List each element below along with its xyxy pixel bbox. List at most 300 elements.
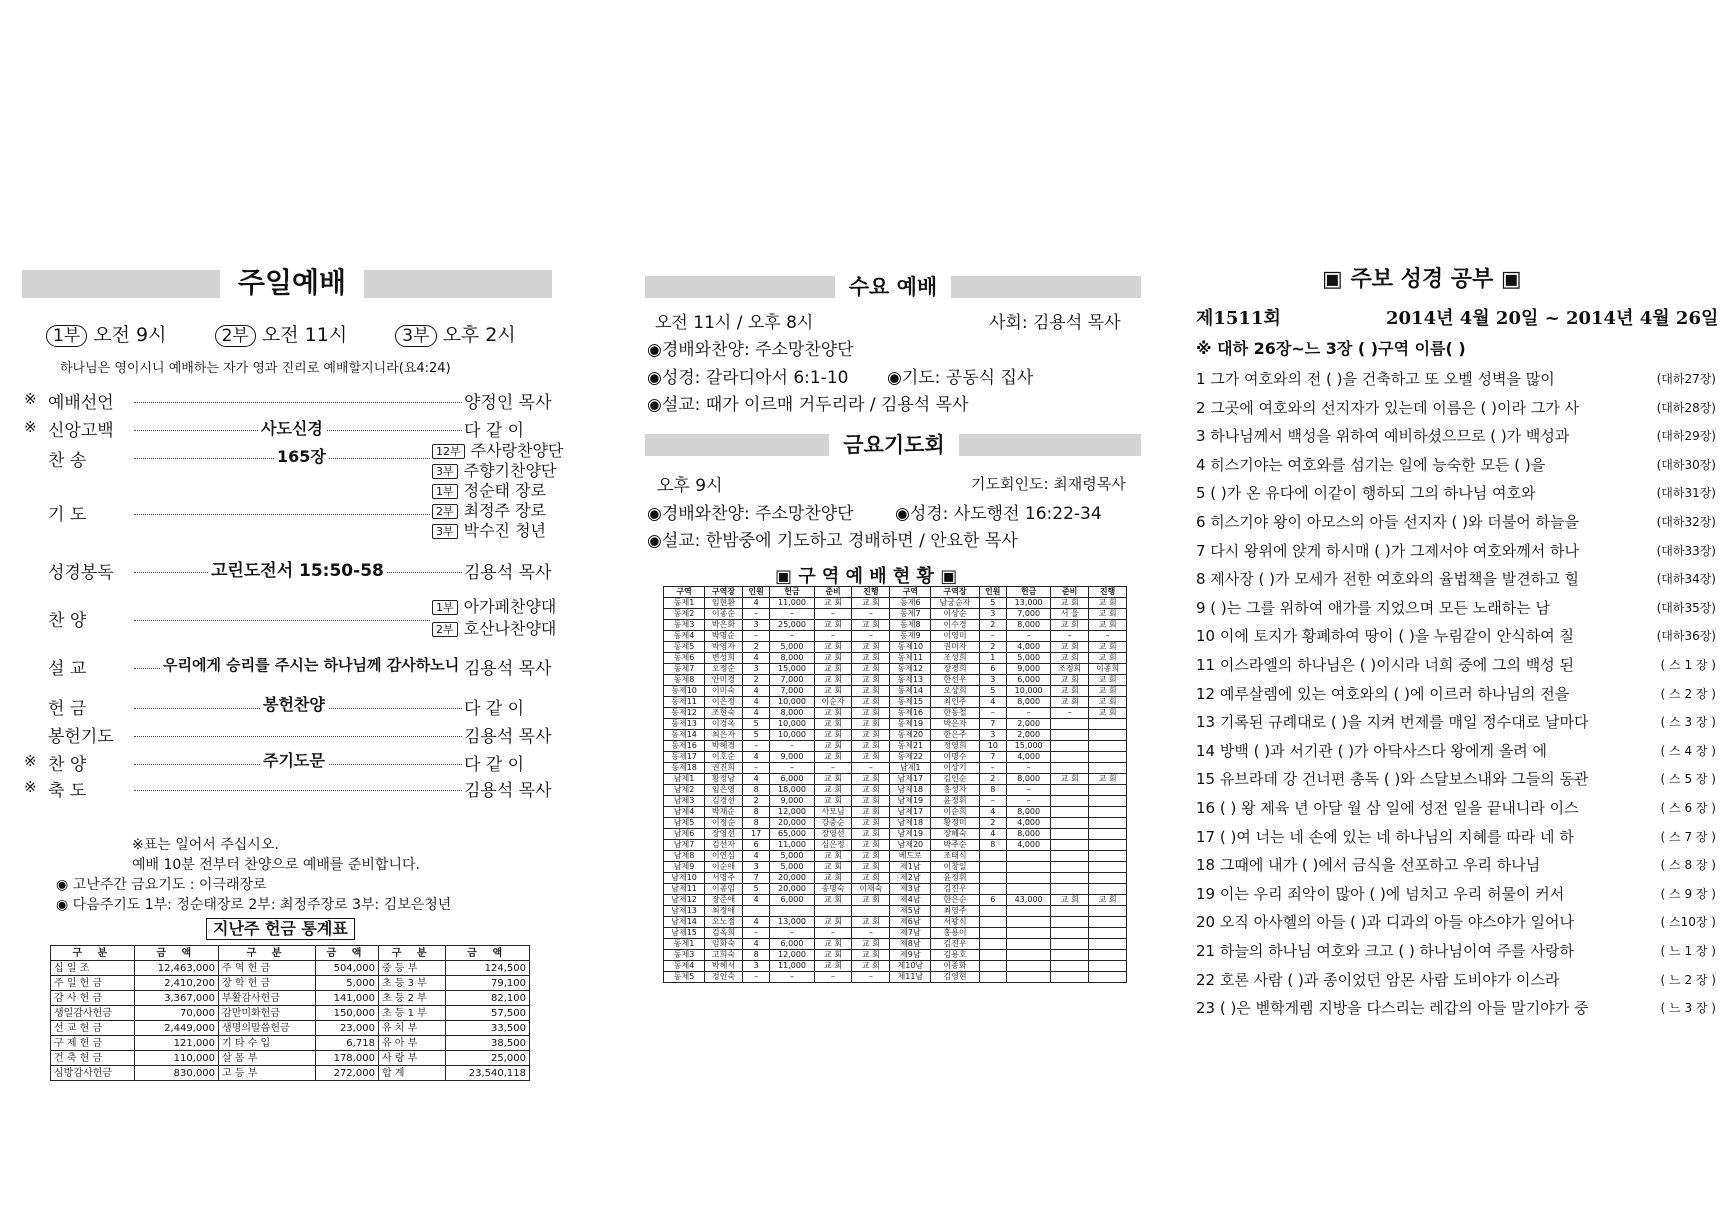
- district-cell: 8,000: [1007, 697, 1051, 708]
- question-reference: ( 스 2 장 ): [1660, 686, 1716, 701]
- district-cell: [1051, 796, 1089, 807]
- study-question: [1196, 597, 1716, 618]
- district-cell: 4: [742, 939, 769, 950]
- offering-category: 감만미화헌금: [219, 1006, 316, 1021]
- district-cell: 7,000: [770, 686, 814, 697]
- district-cell: 제8남: [890, 939, 931, 950]
- district-cell: [852, 906, 890, 917]
- offering-header: 금 액: [316, 946, 379, 961]
- district-row: [664, 609, 1127, 620]
- district-row: [664, 873, 1127, 884]
- district-cell: 8: [742, 950, 769, 961]
- district-cell: 교 회: [852, 851, 890, 862]
- district-cell: 장경희: [931, 664, 979, 675]
- leader-name: 최정주 장로: [463, 501, 546, 520]
- district-cell: 8,000: [1007, 620, 1051, 631]
- district-cell: 3: [742, 961, 769, 972]
- district-cell: 베드로: [890, 851, 931, 862]
- district-cell: 김진우: [931, 884, 979, 895]
- district-cell: 8,000: [770, 653, 814, 664]
- district-cell: 남제20: [890, 840, 931, 851]
- district-cell: 박혜서: [705, 961, 743, 972]
- friday-line: ◉경배와찬양: 주소망찬양단: [647, 504, 854, 524]
- district-cell: 10,000: [770, 730, 814, 741]
- district-cell: –: [814, 928, 852, 939]
- question-reference: (대하29장): [1656, 429, 1716, 444]
- district-cell: 교 회: [852, 686, 890, 697]
- district-cell: 임현환: [705, 598, 743, 609]
- district-cell: 6,000: [770, 774, 814, 785]
- district-cell: 오정순: [705, 664, 743, 675]
- district-cell: 6: [979, 895, 1006, 906]
- district-cell: [1051, 906, 1089, 917]
- district-cell: 동제10: [890, 642, 931, 653]
- district-row: [664, 620, 1127, 631]
- district-header: 헌금: [770, 587, 814, 598]
- study-question: [1196, 911, 1716, 932]
- district-cell: 4,000: [1007, 818, 1051, 829]
- district-row: [664, 697, 1127, 708]
- district-cell: 이종임: [705, 884, 743, 895]
- district-row: [664, 950, 1127, 961]
- district-cell: 5,000: [770, 862, 814, 873]
- offering-category: 건 축 헌 금: [51, 1051, 135, 1066]
- district-cell: 20,000: [770, 818, 814, 829]
- district-cell: [1089, 906, 1127, 917]
- district-cell: [1051, 840, 1089, 851]
- district-cell: [1089, 851, 1127, 862]
- offering-header: 구 분: [51, 946, 135, 961]
- district-cell: [1051, 873, 1089, 884]
- district-cell: 7,000: [1007, 609, 1051, 620]
- district-cell: 김용호: [931, 950, 979, 961]
- order-dots: [134, 402, 462, 403]
- district-cell: 교 회: [852, 796, 890, 807]
- offering-category: 장 학 헌 금: [219, 976, 316, 991]
- district-row: [664, 675, 1127, 686]
- district-cell: 권진희: [705, 763, 743, 774]
- district-row: [664, 917, 1127, 928]
- order-right: 김용석 목사: [464, 781, 552, 801]
- district-cell: 5: [979, 686, 1006, 697]
- district-cell: [1089, 741, 1127, 752]
- district-cell: 교 회: [1089, 609, 1127, 620]
- study-question: [1196, 482, 1716, 503]
- district-cell: 교 회: [814, 730, 852, 741]
- district-cell: 동제1: [664, 939, 705, 950]
- service-time-3: 오후 2시: [442, 324, 516, 346]
- note-next-prayer: ◉ 다음주기도 1부: 정순태장로 2부: 최정주장로 3부: 김보은청년: [56, 897, 452, 913]
- offering-category: 유 아 부: [378, 1036, 445, 1051]
- district-cell: 임은영: [705, 785, 743, 796]
- offering-category: 기 타 수 입: [219, 1036, 316, 1051]
- district-cell: 교 회: [852, 818, 890, 829]
- district-cell: 교 회: [814, 708, 852, 719]
- district-cell: 제7남: [890, 928, 931, 939]
- district-row: [664, 598, 1127, 609]
- district-cell: 13,000: [1007, 598, 1051, 609]
- district-cell: [1051, 961, 1089, 972]
- district-cell: 박주순: [931, 840, 979, 851]
- district-row: [664, 862, 1127, 873]
- district-cell: 4: [742, 697, 769, 708]
- scripture-verse: 하나님은 영이시니 예배하는 자가 영과 진리로 예배할지니라(요4:24): [60, 361, 451, 376]
- offering-category: 사 랑 부: [378, 1051, 445, 1066]
- order-mark: ※: [24, 778, 37, 796]
- district-cell: 2,000: [1007, 719, 1051, 730]
- friday-header-bar: [645, 434, 1141, 456]
- offering-amount: 23,000: [316, 1021, 379, 1036]
- district-cell: [1089, 730, 1127, 741]
- district-cell: 임화숙: [705, 939, 743, 950]
- district-cell: 15,000: [1007, 741, 1051, 752]
- order-item: 축 도: [48, 781, 87, 801]
- district-cell: [979, 917, 1006, 928]
- district-cell: 동제2: [664, 609, 705, 620]
- district-cell: 심은정: [814, 840, 852, 851]
- weekday-section: [645, 268, 1145, 1088]
- district-cell: 김옥희: [705, 928, 743, 939]
- district-cell: 교 회: [814, 664, 852, 675]
- district-cell: –: [1007, 785, 1051, 796]
- district-cell: 교 회: [1089, 653, 1127, 664]
- district-cell: [1007, 961, 1051, 972]
- leader-name: 주사랑찬양단: [470, 441, 564, 460]
- order-item: 찬 양: [48, 611, 87, 631]
- district-cell: 동제13: [890, 675, 931, 686]
- district-header-row: [664, 587, 1127, 598]
- district-cell: [1007, 928, 1051, 939]
- district-cell: –: [770, 741, 814, 752]
- district-cell: 이상순: [931, 609, 979, 620]
- district-cell: 12,000: [770, 807, 814, 818]
- district-cell: 이순애: [705, 862, 743, 873]
- district-header: 헌금: [1007, 587, 1051, 598]
- district-cell: 동제8: [890, 620, 931, 631]
- district-cell: [1051, 730, 1089, 741]
- question-reference: ( 스 4 장 ): [1660, 743, 1716, 758]
- district-cell: –: [1007, 708, 1051, 719]
- order-center: 고린도전서 15:50-58: [208, 556, 387, 581]
- order-item: 찬 송: [48, 451, 87, 471]
- district-cell: [1089, 884, 1127, 895]
- district-cell: 남제6: [664, 829, 705, 840]
- friday-time: 오후 9시: [657, 476, 723, 496]
- district-cell: –: [770, 972, 814, 983]
- offering-category: 초 등 1 부: [378, 1006, 445, 1021]
- order-right: 김용석 목사: [464, 727, 552, 747]
- district-cell: 남제1: [890, 763, 931, 774]
- district-cell: 이경옥: [705, 719, 743, 730]
- district-cell: 교 회: [852, 675, 890, 686]
- district-cell: 남제5: [664, 818, 705, 829]
- study-question: [1196, 797, 1716, 818]
- question-text: 7 다시 왕위에 앉게 하시매 ( )가 그제서야 여호와께서 하나: [1196, 541, 1579, 560]
- district-cell: 교 회: [814, 653, 852, 664]
- district-cell: 교 회: [852, 653, 890, 664]
- question-text: 20 오직 아사헬의 아들 ( )과 디과의 아들 야스야가 일어나: [1196, 913, 1574, 932]
- district-cell: –: [742, 741, 769, 752]
- offering-row: [51, 1006, 530, 1021]
- service-time-1: 오전 9시: [93, 324, 167, 346]
- sermon-title: 우리에게 승리를 주시는 하나님께 감사하노니: [160, 654, 462, 675]
- district-cell: 김인순: [931, 774, 979, 785]
- district-cell: [742, 906, 769, 917]
- district-row: [664, 708, 1127, 719]
- study-issue: 제1511회: [1196, 308, 1281, 329]
- district-cell: 박재순: [705, 807, 743, 818]
- district-cell: 교 회: [814, 950, 852, 961]
- district-cell: 남제17: [890, 807, 931, 818]
- district-cell: 교 회: [852, 620, 890, 631]
- district-cell: 10: [979, 741, 1006, 752]
- question-text: 3 하나님께서 백성을 위하여 예비하셨으므로 ( )가 백성과: [1196, 427, 1570, 446]
- district-cell: 2: [979, 774, 1006, 785]
- question-text: 14 방백 ( )과 서기관 ( )가 아닥사스다 왕에게 올려 에: [1196, 741, 1547, 760]
- district-cell: [1089, 873, 1127, 884]
- district-cell: [1089, 719, 1127, 730]
- district-cell: [1051, 719, 1089, 730]
- district-cell: 이순희: [931, 807, 979, 818]
- district-cell: 4: [742, 917, 769, 928]
- offering-row: [51, 1036, 530, 1051]
- part-tag: 1부: [432, 600, 458, 615]
- district-cell: 교 회: [814, 642, 852, 653]
- sunday-title: 주일예배: [220, 262, 364, 304]
- district-cell: 4: [742, 653, 769, 664]
- district-cell: 6: [742, 840, 769, 851]
- question-reference: (대하28장): [1656, 400, 1716, 415]
- leader-name: 주향기찬양단: [463, 461, 557, 480]
- offering-category: 초 등 2 부: [378, 991, 445, 1006]
- district-cell: 11,000: [770, 961, 814, 972]
- district-cell: 교 회: [1051, 697, 1089, 708]
- offering-header: 금 액: [135, 946, 219, 961]
- district-cell: –: [770, 631, 814, 642]
- district-cell: [1051, 939, 1089, 950]
- district-cell: [1007, 884, 1051, 895]
- district-cell: 교 회: [852, 873, 890, 884]
- wednesday-title: 수요 예배: [835, 270, 951, 304]
- district-cell: [1051, 928, 1089, 939]
- district-cell: 2: [742, 642, 769, 653]
- offering-row: [51, 1051, 530, 1066]
- district-cell: –: [852, 763, 890, 774]
- district-cell: 7: [979, 752, 1006, 763]
- district-cell: [979, 862, 1006, 873]
- district-cell: 남제10: [664, 873, 705, 884]
- district-cell: 9,000: [1007, 664, 1051, 675]
- district-cell: 김진우: [931, 939, 979, 950]
- offering-header: 금 액: [446, 946, 530, 961]
- district-cell: [1089, 939, 1127, 950]
- study-questions: [1196, 368, 1716, 1088]
- district-row: [664, 939, 1127, 950]
- wednesday-header-bar: [645, 276, 1141, 298]
- order-item: 헌 금: [48, 699, 87, 719]
- district-cell: 6: [979, 664, 1006, 675]
- study-question: [1196, 540, 1716, 561]
- district-cell: 5,000: [770, 642, 814, 653]
- offering-row: [51, 1066, 530, 1081]
- district-cell: 교 회: [814, 752, 852, 763]
- district-cell: 최영주: [931, 906, 979, 917]
- district-cell: 남제17: [890, 774, 931, 785]
- district-cell: [979, 939, 1006, 950]
- district-cell: 제6남: [890, 917, 931, 928]
- offering-amount: 178,000: [316, 1051, 379, 1066]
- district-cell: 황정남: [705, 774, 743, 785]
- district-cell: [1051, 917, 1089, 928]
- district-cell: 교 회: [814, 719, 852, 730]
- question-reference: ( 스10장 ): [1660, 915, 1716, 930]
- district-cell: 동제7: [664, 664, 705, 675]
- district-cell: 동제14: [890, 686, 931, 697]
- offering-category: 구 제 헌 금: [51, 1036, 135, 1051]
- district-cell: 정인숙: [705, 972, 743, 983]
- district-cell: 교 회: [814, 862, 852, 873]
- district-cell: 박은화: [705, 620, 743, 631]
- wednesday-line: ◉설교: 때가 이르매 거두리라 / 김용석 목사: [647, 395, 969, 415]
- offering-title: 지난주 헌금 통계표: [206, 918, 355, 940]
- district-cell: 교 회: [1051, 675, 1089, 686]
- study-question: [1196, 454, 1716, 475]
- district-cell: 4: [742, 774, 769, 785]
- district-cell: 최은자: [705, 730, 743, 741]
- district-row: [664, 851, 1127, 862]
- district-cell: 교 회: [852, 862, 890, 873]
- district-cell: 9,000: [770, 796, 814, 807]
- sunday-header-bar: [22, 266, 552, 299]
- offering-header-row: [51, 946, 530, 961]
- district-cell: 제9남: [890, 950, 931, 961]
- study-question: [1196, 969, 1716, 990]
- question-reference: (대하35장): [1656, 600, 1716, 615]
- district-cell: 강중순: [814, 818, 852, 829]
- district-cell: [1051, 829, 1089, 840]
- note-friday-prayer: ◉ 고난주간 금요기도 : 이극래장로: [56, 877, 267, 893]
- district-cell: 6,000: [770, 895, 814, 906]
- district-cell: 6,000: [770, 939, 814, 950]
- district-header: 진행: [852, 587, 890, 598]
- district-cell: 5: [742, 719, 769, 730]
- district-cell: 이은정: [705, 697, 743, 708]
- district-table: [663, 586, 1127, 983]
- district-cell: 동제18: [664, 763, 705, 774]
- prayer-leader: [432, 518, 546, 541]
- district-cell: 제2남: [890, 873, 931, 884]
- leader-name: 박수진 청년: [463, 521, 546, 540]
- district-cell: 박영자: [705, 642, 743, 653]
- order-item: 성경봉독: [48, 563, 114, 583]
- district-cell: [979, 906, 1006, 917]
- district-cell: [1089, 752, 1127, 763]
- study-question: [1196, 854, 1716, 875]
- district-cell: 사모님: [814, 807, 852, 818]
- district-cell: 교 회: [814, 598, 852, 609]
- district-cell: 교 회: [1089, 598, 1127, 609]
- order-dots: [134, 620, 430, 621]
- district-cell: 남제8: [664, 851, 705, 862]
- district-cell: –: [770, 928, 814, 939]
- district-cell: [1089, 818, 1127, 829]
- district-cell: 교 회: [1089, 697, 1127, 708]
- district-cell: 남제1: [664, 774, 705, 785]
- district-cell: 이재숙: [852, 884, 890, 895]
- district-cell: 교 회: [1089, 774, 1127, 785]
- district-cell: 동제20: [890, 730, 931, 741]
- district-cell: [1051, 950, 1089, 961]
- order-center: 주기도문: [260, 748, 328, 771]
- district-cell: 교 회: [852, 785, 890, 796]
- district-cell: 4: [742, 752, 769, 763]
- district-row: [664, 895, 1127, 906]
- district-cell: 4: [979, 829, 1006, 840]
- district-cell: 교 회: [1089, 895, 1127, 906]
- order-center: 사도신경: [258, 416, 326, 439]
- question-text: 1 그가 여호와의 전 ( )을 건축하고 또 오벨 성벽을 많이: [1196, 370, 1555, 388]
- district-cell: 동제5: [664, 972, 705, 983]
- district-cell: 7,000: [770, 675, 814, 686]
- offering-category: 부활감사헌금: [219, 991, 316, 1006]
- district-cell: [1089, 961, 1127, 972]
- offering-category: 주 일 헌 금: [51, 976, 135, 991]
- district-cell: 장영선: [814, 829, 852, 840]
- district-cell: [1051, 752, 1089, 763]
- district-cell: 11,000: [770, 598, 814, 609]
- district-cell: 교 회: [814, 741, 852, 752]
- district-cell: [1051, 741, 1089, 752]
- offering-amount: 33,500: [446, 1021, 530, 1036]
- district-cell: [1051, 884, 1089, 895]
- part-tag: 12부: [432, 444, 465, 459]
- offering-amount: 23,540,118: [446, 1066, 530, 1081]
- question-reference: ( 느 2 장 ): [1660, 972, 1716, 987]
- district-cell: [979, 972, 1006, 983]
- study-question: [1196, 997, 1716, 1018]
- offering-amount: 504,000: [316, 961, 379, 976]
- district-header: 구역: [890, 587, 931, 598]
- question-text: 10 이에 토지가 황폐하여 땅이 ( )을 누림같이 안식하여 칠: [1196, 627, 1574, 646]
- district-cell: 남제4: [664, 807, 705, 818]
- district-cell: 8: [742, 818, 769, 829]
- district-cell: 동제8: [664, 675, 705, 686]
- district-cell: 동제1: [664, 598, 705, 609]
- district-cell: 이상기: [931, 763, 979, 774]
- district-cell: 교 회: [814, 774, 852, 785]
- district-cell: 안미경: [705, 675, 743, 686]
- district-cell: 남제12: [664, 895, 705, 906]
- district-cell: 남궁순자: [931, 598, 979, 609]
- district-cell: 이종희: [1089, 664, 1127, 675]
- district-cell: [979, 873, 1006, 884]
- district-cell: [1051, 851, 1089, 862]
- study-question: [1196, 683, 1716, 704]
- offering-amount: 141,000: [316, 991, 379, 1006]
- service-tag-3: 3부: [395, 325, 436, 347]
- offering-category: 생명의말씀헌금: [219, 1021, 316, 1036]
- district-cell: –: [814, 972, 852, 983]
- offering-row: [51, 1021, 530, 1036]
- order-center: 165장: [274, 444, 329, 467]
- offering-amount: 25,000: [446, 1051, 530, 1066]
- district-cell: 동제12: [664, 708, 705, 719]
- offering-category: 감 사 헌 금: [51, 991, 135, 1006]
- question-text: 21 하늘의 하나님 여호와 크고 ( ) 하나님이여 주를 사랑하: [1196, 942, 1574, 960]
- district-cell: 3: [979, 730, 1006, 741]
- order-dots: [134, 514, 430, 515]
- district-cell: 2: [742, 796, 769, 807]
